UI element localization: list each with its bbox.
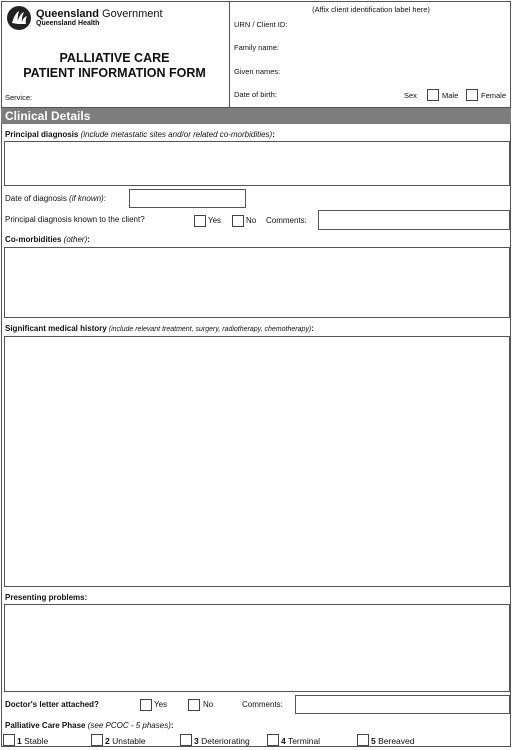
- phase-deteriorating-number: 3: [194, 736, 199, 746]
- form-title: [0, 51, 229, 81]
- phase-terminal-label: [281, 736, 320, 746]
- urn-label: URN / Client ID:: [234, 20, 288, 29]
- phase-unstable-checkbox[interactable]: [91, 734, 103, 746]
- government-name: [36, 8, 163, 20]
- phase-terminal-checkbox[interactable]: [267, 734, 279, 746]
- family-name-label: Family name:: [234, 43, 280, 52]
- presenting-problems-label-text: Presenting problems:: [5, 593, 88, 602]
- phase-unstable-text: Unstable: [109, 736, 146, 746]
- queensland-government-logo-icon: [6, 5, 32, 31]
- doctors-letter-no-checkbox[interactable]: [188, 699, 200, 711]
- department-name: Queensland Health: [36, 20, 100, 27]
- principal-diagnosis-field[interactable]: [4, 141, 510, 186]
- government-name-bold: Queensland: [36, 8, 99, 20]
- doctors-letter-label-text: Doctor's letter attached?: [5, 700, 99, 709]
- phase-bereaved-text: Bereaved: [375, 736, 415, 746]
- medical-history-label: [5, 324, 314, 333]
- female-label: Female: [481, 91, 507, 100]
- date-of-diagnosis-label-colon: :: [103, 194, 106, 203]
- doctors-letter-yes-label: Yes: [154, 700, 168, 709]
- date-of-diagnosis-label-text: Date of diagnosis: [5, 194, 70, 203]
- medical-history-field[interactable]: [4, 336, 510, 587]
- phase-deteriorating-checkbox[interactable]: [180, 734, 192, 746]
- phase-unstable-label: [105, 736, 146, 746]
- co-morbidities-label-bold: Co-morbidities: [5, 235, 62, 244]
- date-of-diagnosis-label-hint: (if known): [69, 194, 104, 203]
- co-morbidities-label-hint: (other): [61, 235, 88, 244]
- date-of-diagnosis-label: [5, 194, 106, 203]
- doctors-letter-comments-field[interactable]: [295, 695, 510, 714]
- principal-diagnosis-label-colon: :: [272, 130, 275, 139]
- diagnosis-known-comments-label: Comments:: [266, 216, 307, 225]
- co-morbidities-label-colon: :: [87, 235, 90, 244]
- diagnosis-known-comments-field[interactable]: [318, 210, 510, 230]
- doctors-letter-label: [5, 700, 99, 709]
- phase-unstable-number: 2: [105, 736, 110, 746]
- principal-diagnosis-label-hint: (include metastatic sites and/or related co-morbidities): [78, 130, 273, 139]
- co-morbidities-field[interactable]: [4, 247, 510, 318]
- form-title-line-1: PALLIATIVE CARE: [59, 51, 170, 65]
- phase-deteriorating-label: [194, 736, 250, 746]
- clinical-details-header: Clinical Details: [1, 108, 511, 124]
- phase-deteriorating-text: Deteriorating: [198, 736, 250, 746]
- phase-bereaved-checkbox[interactable]: [357, 734, 369, 746]
- medical-history-label-bold: Significant medical history: [5, 324, 107, 333]
- phase-terminal-text: Terminal: [285, 736, 321, 746]
- palliative-phase-label-hint: (see PCOC - 5 phases): [85, 721, 171, 730]
- date-of-birth-label: Date of birth:: [234, 90, 277, 99]
- form-title-line-2: PATIENT INFORMATION FORM: [23, 66, 206, 80]
- principal-diagnosis-label-bold: Principal diagnosis: [5, 130, 79, 139]
- presenting-problems-field[interactable]: [4, 604, 510, 692]
- medical-history-label-colon: :: [311, 324, 314, 333]
- principal-diagnosis-label: [5, 130, 275, 139]
- medical-history-label-hint: (include relevant treatment, surgery, radiotherapy, chemotherapy): [106, 326, 312, 333]
- phase-stable-number: 1: [17, 736, 22, 746]
- co-morbidities-label: [5, 235, 90, 244]
- phase-bereaved-number: 5: [371, 736, 376, 746]
- affix-label-note: (Affix client identification label here): [312, 5, 430, 14]
- phase-terminal-number: 4: [281, 736, 286, 746]
- government-name-rest: Government: [98, 8, 163, 20]
- diagnosis-known-label: Principal diagnosis known to the client?: [5, 215, 145, 224]
- doctors-letter-no-label: No: [203, 700, 214, 709]
- sex-label: Sex: [404, 91, 417, 100]
- phase-bereaved-label: [371, 736, 414, 746]
- diagnosis-known-no-label: No: [246, 216, 257, 225]
- service-label: Service:: [5, 93, 33, 102]
- male-label: Male: [442, 91, 459, 100]
- phase-stable-text: Stable: [21, 736, 49, 746]
- given-names-label: Given names:: [234, 67, 281, 76]
- diagnosis-known-yes-label: Yes: [208, 216, 222, 225]
- diagnosis-known-yes-checkbox[interactable]: [194, 215, 206, 227]
- doctors-letter-comments-label: Comments:: [242, 700, 283, 709]
- phase-stable-label: [17, 736, 48, 746]
- doctors-letter-yes-checkbox[interactable]: [140, 699, 152, 711]
- sex-male-checkbox[interactable]: [427, 89, 439, 101]
- phase-stable-checkbox[interactable]: [3, 734, 15, 746]
- palliative-phase-label: [5, 721, 174, 730]
- diagnosis-known-no-checkbox[interactable]: [232, 215, 244, 227]
- date-of-diagnosis-field[interactable]: [129, 189, 246, 208]
- presenting-problems-label: [5, 593, 87, 602]
- palliative-phase-label-colon: :: [170, 721, 174, 730]
- sex-female-checkbox[interactable]: [466, 89, 478, 101]
- palliative-phase-label-bold: Palliative Care Phase: [5, 721, 86, 730]
